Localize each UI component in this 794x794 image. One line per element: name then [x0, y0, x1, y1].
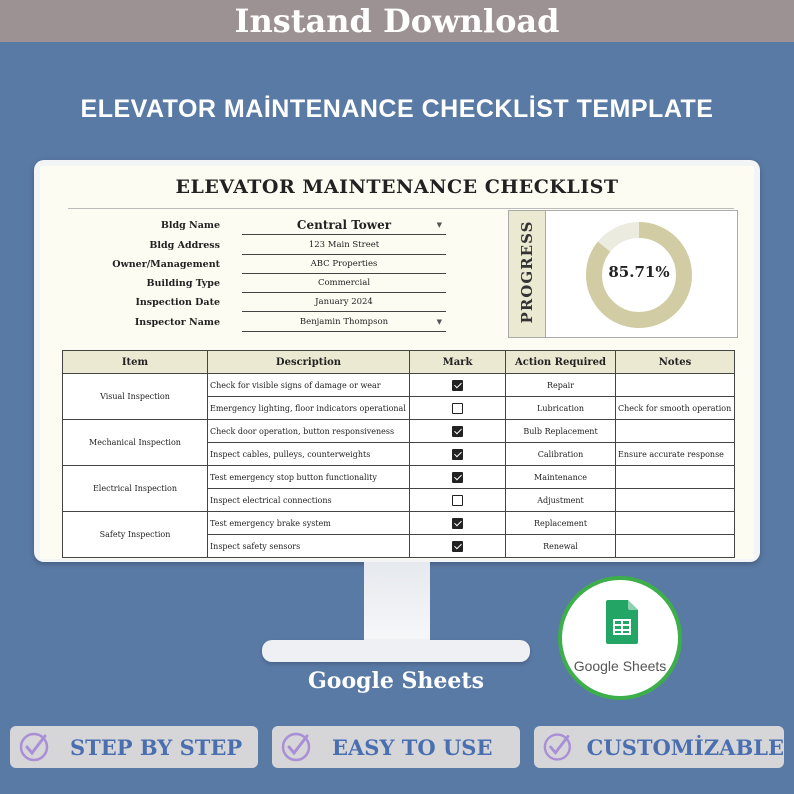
platform-label: Google Sheets — [308, 668, 484, 694]
description-cell: Inspect electrical connections — [208, 489, 410, 512]
feature-label: CUSTOMİZABLE — [586, 734, 784, 760]
notes-cell[interactable]: Check for smooth operation — [616, 397, 735, 420]
inspector-name-select[interactable]: Benjamin Thompson ▼ — [242, 313, 446, 332]
mark-cell — [410, 420, 506, 443]
product-title: ELEVATOR MAİNTENANCE CHECKLİST TEMPLATE — [80, 95, 714, 123]
description-cell: Test emergency brake system — [208, 512, 410, 535]
bldg-address-field[interactable]: 123 Main Street — [242, 236, 446, 255]
description-cell: Check door operation, button responsiveness — [208, 420, 410, 443]
col-item: Item — [63, 351, 208, 374]
notes-cell[interactable] — [616, 489, 735, 512]
notes-cell[interactable] — [616, 512, 735, 535]
mark-checkbox[interactable] — [452, 541, 463, 552]
info-row-inspection-date — [60, 293, 420, 312]
dropdown-arrow-icon[interactable]: ▼ — [436, 220, 442, 229]
info-label: Bldg Address — [149, 240, 220, 251]
google-sheets-icon — [606, 600, 638, 644]
info-label: Inspection Date — [135, 297, 220, 308]
action-cell: Maintenance — [506, 466, 616, 489]
action-cell: Bulb Replacement — [506, 420, 616, 443]
mark-cell — [410, 466, 506, 489]
checkmark-circle-icon — [542, 731, 573, 763]
table-body — [63, 374, 735, 558]
notes-cell[interactable] — [616, 535, 735, 558]
table-row — [63, 374, 735, 397]
table-row — [63, 512, 735, 535]
table-row — [63, 420, 735, 443]
info-label: Owner/Management — [112, 259, 220, 270]
description-cell: Inspect safety sensors — [208, 535, 410, 558]
item-cell: Mechanical Inspection — [63, 420, 208, 466]
info-row-bldg-name — [60, 216, 442, 235]
mark-cell — [410, 374, 506, 397]
feature-label: EASY TO USE — [332, 734, 493, 760]
progress-panel — [508, 210, 738, 338]
inspection-date-field[interactable]: January 2024 — [242, 293, 446, 312]
monitor — [34, 160, 760, 562]
notes-cell[interactable] — [616, 374, 735, 397]
notes-cell[interactable] — [616, 466, 735, 489]
feature-label: STEP BY STEP — [70, 734, 243, 760]
checkmark-circle-icon — [18, 731, 50, 763]
action-cell: Adjustment — [506, 489, 616, 512]
action-cell: Renewal — [506, 535, 616, 558]
owner-field[interactable]: ABC Properties — [242, 255, 446, 274]
monitor-stand — [364, 562, 430, 646]
info-row-building-type — [60, 274, 420, 293]
info-label: Bldg Name — [160, 220, 220, 231]
col-notes: Notes — [616, 351, 735, 374]
item-cell: Safety Inspection — [63, 512, 208, 558]
mark-cell — [410, 535, 506, 558]
google-sheets-badge — [558, 576, 682, 700]
top-banner: Instand Download — [0, 0, 794, 42]
progress-percent: 85.71% — [608, 263, 670, 281]
feature-easy-to-use — [272, 726, 520, 768]
table-row — [63, 466, 735, 489]
monitor-base — [262, 640, 530, 662]
description-cell: Check for visible signs of damage or wear — [208, 374, 410, 397]
info-row-bldg-address — [60, 236, 420, 255]
mark-cell — [410, 397, 506, 420]
mark-cell — [410, 489, 506, 512]
notes-cell[interactable] — [616, 420, 735, 443]
description-cell: Test emergency stop button functionality — [208, 466, 410, 489]
google-sheets-badge-text: Google Sheets — [573, 658, 667, 674]
feature-step-by-step — [10, 726, 258, 768]
table-header — [63, 351, 735, 374]
building-type-field[interactable]: Commercial — [242, 274, 446, 293]
action-cell: Repair — [506, 374, 616, 397]
mark-checkbox[interactable] — [452, 495, 463, 506]
mark-checkbox[interactable] — [452, 472, 463, 483]
mark-checkbox[interactable] — [452, 380, 463, 391]
mark-checkbox[interactable] — [452, 449, 463, 460]
title-divider — [68, 208, 734, 209]
action-cell: Lubrication — [506, 397, 616, 420]
action-cell: Calibration — [506, 443, 616, 466]
col-mark: Mark — [410, 351, 506, 374]
dropdown-arrow-icon[interactable]: ▼ — [436, 318, 442, 326]
item-cell: Visual Inspection — [63, 374, 208, 420]
feature-customizable — [534, 726, 784, 768]
progress-side-label — [509, 211, 546, 337]
mark-cell — [410, 512, 506, 535]
spreadsheet-screen — [40, 166, 754, 559]
mark-checkbox[interactable] — [452, 426, 463, 437]
col-action-required: Action Required — [506, 351, 616, 374]
description-cell: Emergency lighting, floor indicators operational — [208, 397, 410, 420]
info-row-owner — [60, 255, 420, 274]
progress-label: PROGRESS — [518, 220, 536, 324]
item-cell: Electrical Inspection — [63, 466, 208, 512]
checklist-table — [62, 350, 735, 558]
info-label: Building Type — [146, 278, 220, 289]
checkmark-circle-icon — [280, 731, 312, 763]
mark-checkbox[interactable] — [452, 518, 463, 529]
mark-checkbox[interactable] — [452, 403, 463, 414]
notes-cell[interactable]: Ensure accurate response — [616, 443, 735, 466]
sheet-title: ELEVATOR MAINTENANCE CHECKLIST — [175, 176, 619, 198]
info-row-inspector — [60, 313, 442, 332]
mark-cell — [410, 443, 506, 466]
action-cell: Replacement — [506, 512, 616, 535]
info-label: Inspector Name — [134, 317, 220, 328]
col-description: Description — [208, 351, 410, 374]
description-cell: Inspect cables, pulleys, counterweights — [208, 443, 410, 466]
bldg-name-select[interactable]: Central Tower ▼ — [242, 216, 446, 235]
